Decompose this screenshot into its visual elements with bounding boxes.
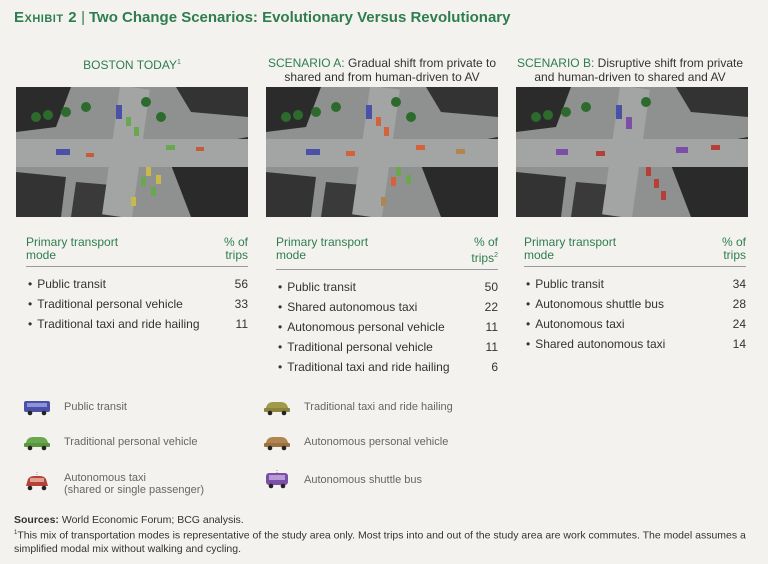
taxi-icon (262, 397, 292, 417)
row-value: 33 (234, 297, 248, 311)
row-value: 14 (732, 337, 746, 351)
row-label: • Traditional taxi and ride hailing (276, 357, 450, 377)
row-value: 34 (732, 277, 746, 291)
percent-label-text: % of trips (721, 235, 746, 262)
row-label: • Traditional taxi and ride hailing (26, 314, 200, 334)
row-value: 6 (491, 360, 498, 374)
row-value: 11 (485, 340, 498, 354)
legend-label: Autonomous personal vehicle (304, 436, 449, 448)
percent-label-text: % of trips (223, 235, 248, 262)
row-label: • Shared autonomous taxi (524, 334, 665, 354)
heading-footnote: 1 (176, 59, 181, 66)
car-icon (22, 432, 52, 452)
exhibit-heading: Two Change Scenarios: Evolutionary Versus Revolutionary (88, 9, 511, 26)
heading-prefix: SCENARIO B: (516, 56, 595, 70)
heading-text: BOSTON TODAY (83, 58, 177, 72)
legend-item-autonomous-taxi (22, 472, 204, 496)
legend-item-autonomous-shuttle-bus (262, 470, 422, 490)
heading-text: Gradual shift from private to shared and from human-driven to AV (284, 56, 497, 84)
exhibit-number: Exhibit 2 (14, 9, 78, 26)
legend-item-traditional-taxi (262, 397, 453, 417)
autonomous-taxi-icon (22, 472, 52, 492)
legend-sublabel: (shared or single passenger) (64, 484, 205, 496)
column-label-mode: Primary transport mode (26, 235, 119, 262)
footnote (14, 527, 754, 556)
footnote-marker: 1 (14, 530, 18, 536)
legend-label: Autonomous taxi (64, 472, 146, 484)
row-value: 28 (732, 297, 746, 311)
row-value: 22 (484, 300, 498, 314)
shuttle-icon (262, 470, 292, 490)
row-label: • Public transit (276, 277, 356, 297)
heading-prefix: SCENARIO A: (267, 56, 345, 70)
sources-line (14, 514, 754, 527)
row-value: 56 (234, 277, 248, 291)
column-label-mode: Primary transport mode (524, 235, 617, 262)
title-separator: | (81, 9, 85, 26)
row-label: • Autonomous shuttle bus (524, 294, 664, 314)
column-label-mode: Primary transport mode (276, 235, 369, 262)
row-label: • Public transit (524, 274, 604, 294)
percent-label-text: % of trips (471, 235, 498, 265)
row-value: 24 (732, 317, 746, 331)
heading-text: Disruptive shift from private and human-driven to shared and AV (534, 56, 744, 84)
autonomous-car-icon (262, 432, 292, 452)
legend-item-autonomous-personal-vehicle (262, 432, 448, 452)
bus-icon (22, 397, 52, 417)
legend-item-traditional-personal-vehicle (22, 432, 198, 452)
legend-label: Traditional taxi and ride hailing (304, 401, 453, 413)
row-value: 11 (235, 317, 248, 331)
legend-label: Traditional personal vehicle (64, 436, 198, 448)
row-label: • Traditional personal vehicle (276, 337, 433, 357)
row-label: • Public transit (26, 274, 106, 294)
legend-label: Autonomous shuttle bus (304, 474, 423, 486)
legend-item-public-transit (22, 397, 127, 417)
sources-label: Sources: (14, 514, 59, 526)
legend-label: Public transit (64, 401, 127, 413)
row-value: 50 (484, 280, 498, 294)
row-value: 11 (485, 320, 498, 334)
row-label: • Autonomous personal vehicle (276, 317, 445, 337)
footer (14, 514, 754, 556)
percent-label-footnote: 2 (494, 252, 498, 259)
row-label: • Traditional personal vehicle (26, 294, 183, 314)
sources-text: World Economic Forum; BCG analysis. (61, 514, 244, 526)
footnote-text: This mix of transportation modes is representative of the study area only. Most trips into and out of the study area are work commutes. The model assumes a simplified modal mix without walking and cycling. (14, 529, 746, 555)
row-label: • Shared autonomous taxi (276, 297, 417, 317)
row-label: • Autonomous taxi (524, 314, 625, 334)
